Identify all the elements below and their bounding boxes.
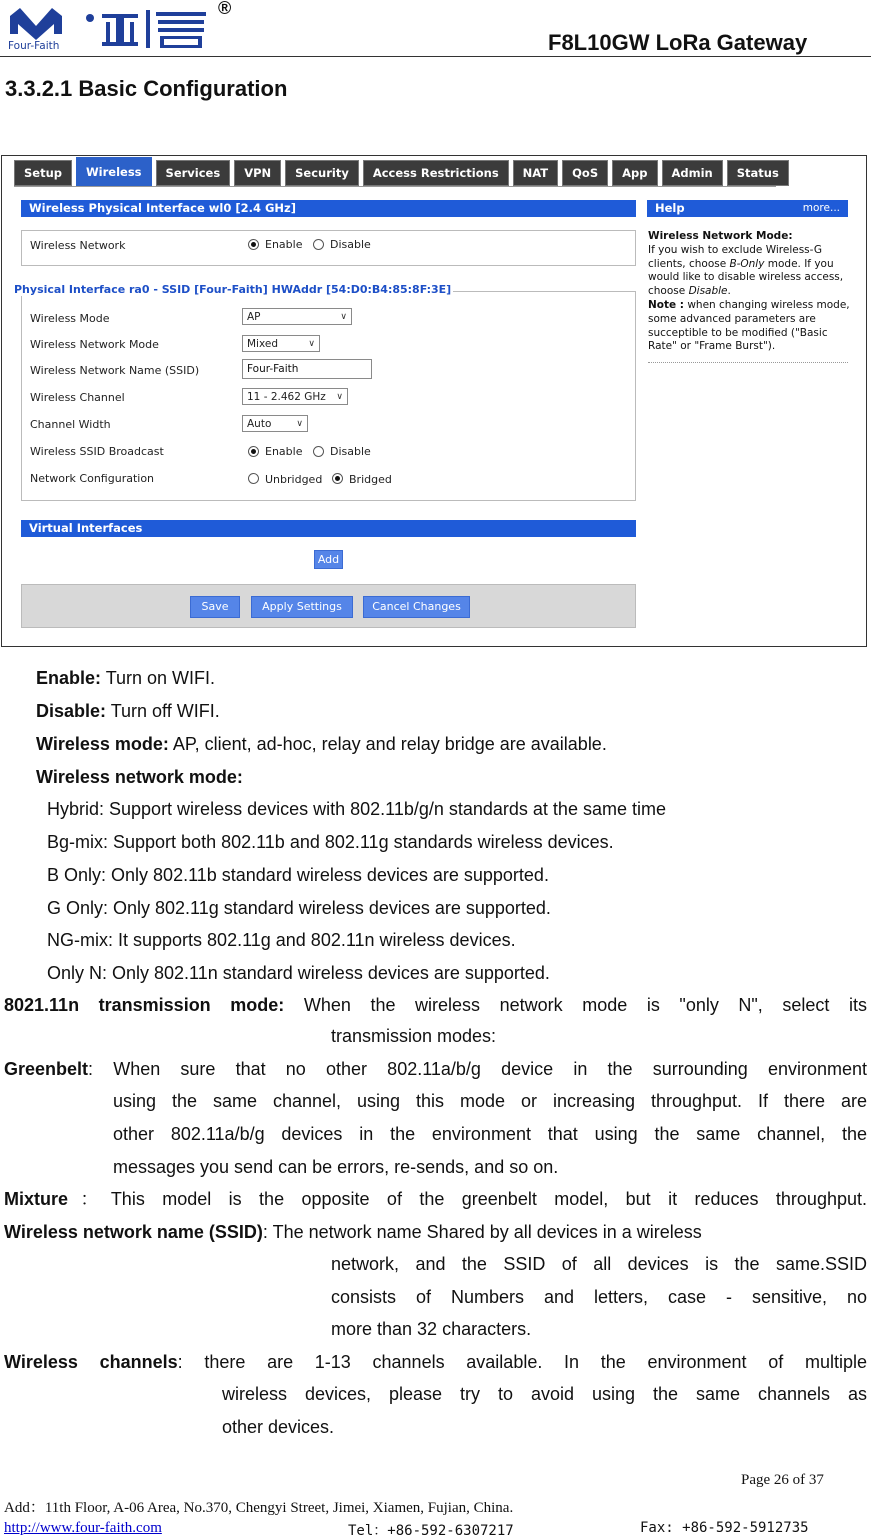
cancel-changes-button[interactable]: Cancel Changes	[363, 596, 470, 618]
broadcast-disable-radio[interactable]	[313, 446, 324, 457]
physical-interface-bar: Wireless Physical Interface wl0 [2.4 GHz]	[21, 200, 636, 217]
wireless-enable-radio[interactable]	[248, 239, 259, 250]
gonly-term: G Only:	[47, 898, 109, 918]
ssid-line-1: : The network name Shared by all devices in a wireless	[262, 1222, 702, 1242]
ssid-line-3: consists of Numbers and letters, case - sensitive, no	[331, 1287, 867, 1307]
nav-tabs	[14, 160, 789, 186]
router-ui-screenshot	[1, 155, 867, 647]
page-number: Page 26 of 37	[741, 1472, 824, 1488]
virtual-interfaces-bar: Virtual Interfaces	[21, 520, 636, 537]
wireless-mode-select[interactable]	[242, 308, 352, 325]
footer-fax: Fax: +86-592-5912735	[640, 1520, 809, 1536]
bridged-radio[interactable]	[332, 473, 343, 484]
tab-wireless[interactable]: Wireless	[76, 157, 152, 187]
greenbelt-term: Greenbelt	[4, 1059, 89, 1079]
mixture-desc	[4, 1188, 867, 1210]
wireless-channel-label: Wireless Channel	[30, 391, 125, 404]
enable-text: Turn on WIFI.	[101, 668, 216, 688]
help-bar	[647, 200, 848, 217]
bridged-label: Bridged	[349, 473, 392, 486]
wireless-mode-value: AP	[247, 311, 261, 323]
tab-security[interactable]: Security	[285, 160, 359, 186]
transmission-mode-cont: transmission modes:	[331, 1026, 497, 1046]
network-configuration-label: Network Configuration	[30, 472, 155, 485]
bonly-desc	[47, 864, 549, 886]
wireless-network-mode-heading	[36, 766, 243, 788]
greenbelt-desc	[4, 1058, 867, 1080]
channels-line-3: other devices.	[222, 1417, 335, 1437]
wireless-disable-radio[interactable]	[313, 239, 324, 250]
tab-nat[interactable]: NAT	[513, 160, 558, 186]
header-divider	[0, 56, 871, 57]
wireless-network-mode-label: Wireless Network Mode	[30, 338, 159, 351]
bonly-term: B Only:	[47, 865, 107, 885]
tab-app[interactable]: App	[612, 160, 657, 186]
hybrid-desc: Hybrid: Support wireless devices with 802.11b/g/n standards at the same time	[47, 799, 666, 819]
wireless-network-box	[21, 230, 636, 266]
channel-width-select[interactable]	[242, 415, 308, 432]
ssid-term: Wireless network name (SSID)	[4, 1222, 263, 1242]
wireless-enable-label: Enable	[265, 238, 303, 251]
wireless-network-mode-term: Wireless network mode:	[36, 767, 243, 787]
ssid-broadcast-label: Wireless SSID Broadcast	[30, 445, 164, 458]
physical-interface-legend: Physical Interface ra0 - SSID [Four-Faith] HWAddr [54:D0:B4:85:8F:3E]	[14, 283, 452, 296]
transmission-mode-term: 8021.11n transmission mode:	[4, 995, 285, 1015]
nonly-text: Only 802.11n standard wireless devices are supported.	[107, 963, 550, 983]
enable-desc	[36, 667, 215, 689]
channels-desc	[4, 1351, 867, 1373]
document-title: F8L10GW LoRa Gateway	[548, 30, 808, 55]
wireless-network-mode-value: Mixed	[247, 338, 278, 350]
channels-line-2: wireless devices, please try to avoid using the same channels as	[222, 1384, 867, 1404]
wireless-mode-term: Wireless mode:	[36, 734, 169, 754]
help-heading: Wireless Network Mode:	[648, 230, 793, 242]
ssid-label: Wireless Network Name (SSID)	[30, 364, 200, 377]
mixture-text: ：This model is the opposite of the greenbelt model, but it reduces throughput.	[68, 1189, 867, 1209]
tab-vpn[interactable]: VPN	[234, 160, 281, 186]
wireless-channel-value: 11 - 2.462 GHz	[247, 391, 326, 403]
transmission-mode-desc	[4, 994, 867, 1016]
bonly-text: Only 802.11b standard wireless devices are supported.	[106, 865, 549, 885]
apply-settings-button[interactable]: Apply Settings	[251, 596, 353, 618]
help-p2-italic: Disable	[688, 285, 728, 298]
footer-address: Add：11th Floor, A-06 Area, No.370, Chengyi Street, Jimei, Xiamen, Fujian, China.	[4, 1500, 514, 1516]
wireless-channel-select[interactable]	[242, 388, 348, 405]
gonly-text: Only 802.11g standard wireless devices are supported.	[108, 898, 551, 918]
save-button[interactable]: Save	[190, 596, 240, 618]
tab-services[interactable]: Services	[156, 160, 231, 186]
enable-term: Enable:	[36, 668, 102, 688]
nonly-desc	[47, 962, 550, 984]
mixture-term: Mixture	[4, 1189, 69, 1209]
greenbelt-line-4: messages you send can be errors, re-sends, and so on.	[113, 1157, 559, 1177]
four-faith-logo	[6, 0, 242, 54]
footer-telephone: Tel：+86-592-6307217	[348, 1523, 514, 1539]
unbridged-radio[interactable]	[248, 473, 259, 484]
ssid-line-2: network, and the SSID of all devices is the same.SSID	[331, 1254, 867, 1274]
ssid-input[interactable]: Four-Faith	[242, 359, 372, 379]
disable-desc	[36, 700, 220, 722]
tab-qos[interactable]: QoS	[562, 160, 608, 186]
unbridged-label: Unbridged	[265, 473, 323, 486]
help-divider	[648, 362, 848, 363]
help-p2: mode. If you would like to disable wireless access, choose	[648, 257, 844, 298]
tab-underline	[14, 186, 776, 187]
tab-status[interactable]: Status	[727, 160, 789, 186]
broadcast-enable-label: Enable	[265, 445, 303, 458]
help-note-label: Note :	[648, 298, 684, 311]
ngmix-desc	[47, 929, 516, 951]
tab-access-restrictions[interactable]: Access Restrictions	[363, 160, 509, 186]
help-more-link[interactable]: more...	[802, 202, 840, 214]
channels-line-1: : there are 1-13 channels available. In the environment of multiple	[177, 1352, 867, 1372]
wireless-mode-label: Wireless Mode	[30, 312, 110, 325]
physical-interface-fieldset	[21, 291, 636, 501]
chevron-down-icon: ∨	[340, 312, 347, 322]
channel-width-value: Auto	[247, 418, 272, 430]
wireless-network-label: Wireless Network	[30, 239, 126, 252]
gonly-desc	[47, 897, 551, 919]
help-p1-italic: B-Only	[729, 257, 765, 270]
bgmix-desc: Bg-mix: Support both 802.11b and 802.11g standards wireless devices.	[47, 832, 614, 852]
ssid-line-4: more than 32 characters.	[331, 1319, 532, 1339]
wireless-mode-text: AP, client, ad-hoc, relay and relay bridge are available.	[168, 734, 607, 754]
ngmix-text: It supports 802.11g and 802.11n wireless devices.	[113, 930, 516, 950]
transmission-mode-text: When the wireless network mode is "only N", select its	[284, 995, 867, 1015]
disable-term: Disable:	[36, 701, 107, 721]
help-p2-end: .	[727, 285, 731, 298]
chevron-down-icon: ∨	[296, 419, 303, 429]
wireless-disable-label: Disable	[330, 238, 371, 251]
add-button[interactable]: Add	[314, 550, 343, 569]
channels-term: Wireless channels	[4, 1352, 178, 1372]
help-p1: If you wish to exclude Wireless-G clients, choose	[648, 243, 822, 270]
wireless-network-mode-select[interactable]	[242, 335, 320, 352]
help-content	[648, 230, 850, 363]
nonly-term: Only N:	[47, 963, 108, 983]
greenbelt-line-3: other 802.11a/b/g devices in the environment that using the same channel, the	[113, 1124, 867, 1144]
wireless-mode-desc	[36, 733, 607, 755]
help-note-text: when changing wireless mode, some advanced parameters are succeptible to be modified ("Basic Rate" or "Frame Burst").	[648, 298, 850, 353]
chevron-down-icon: ∨	[336, 392, 343, 402]
tab-setup[interactable]: Setup	[14, 160, 72, 186]
footer-website-link[interactable]: http://www.four-faith.com	[4, 1520, 162, 1536]
tab-admin[interactable]: Admin	[662, 160, 723, 186]
registered-mark: ®	[218, 0, 232, 18]
ssid-desc	[4, 1221, 702, 1243]
action-panel	[21, 584, 636, 628]
channel-width-label: Channel Width	[30, 418, 111, 431]
chevron-down-icon: ∨	[308, 339, 315, 349]
section-title: 3.3.2.1 Basic Configuration	[5, 76, 288, 101]
help-title: Help	[655, 201, 685, 215]
greenbelt-line-2: using the same channel, using this mode or increasing throughput. If there are	[113, 1091, 867, 1111]
broadcast-enable-radio[interactable]	[248, 446, 259, 457]
disable-text: Turn off WIFI.	[106, 701, 220, 721]
ngmix-term: NG-mix:	[47, 930, 113, 950]
brand-text: Four-Faith	[8, 40, 60, 52]
greenbelt-line-1: : When sure that no other 802.11a/b/g device in the surrounding environment	[88, 1059, 867, 1079]
broadcast-disable-label: Disable	[330, 445, 371, 458]
